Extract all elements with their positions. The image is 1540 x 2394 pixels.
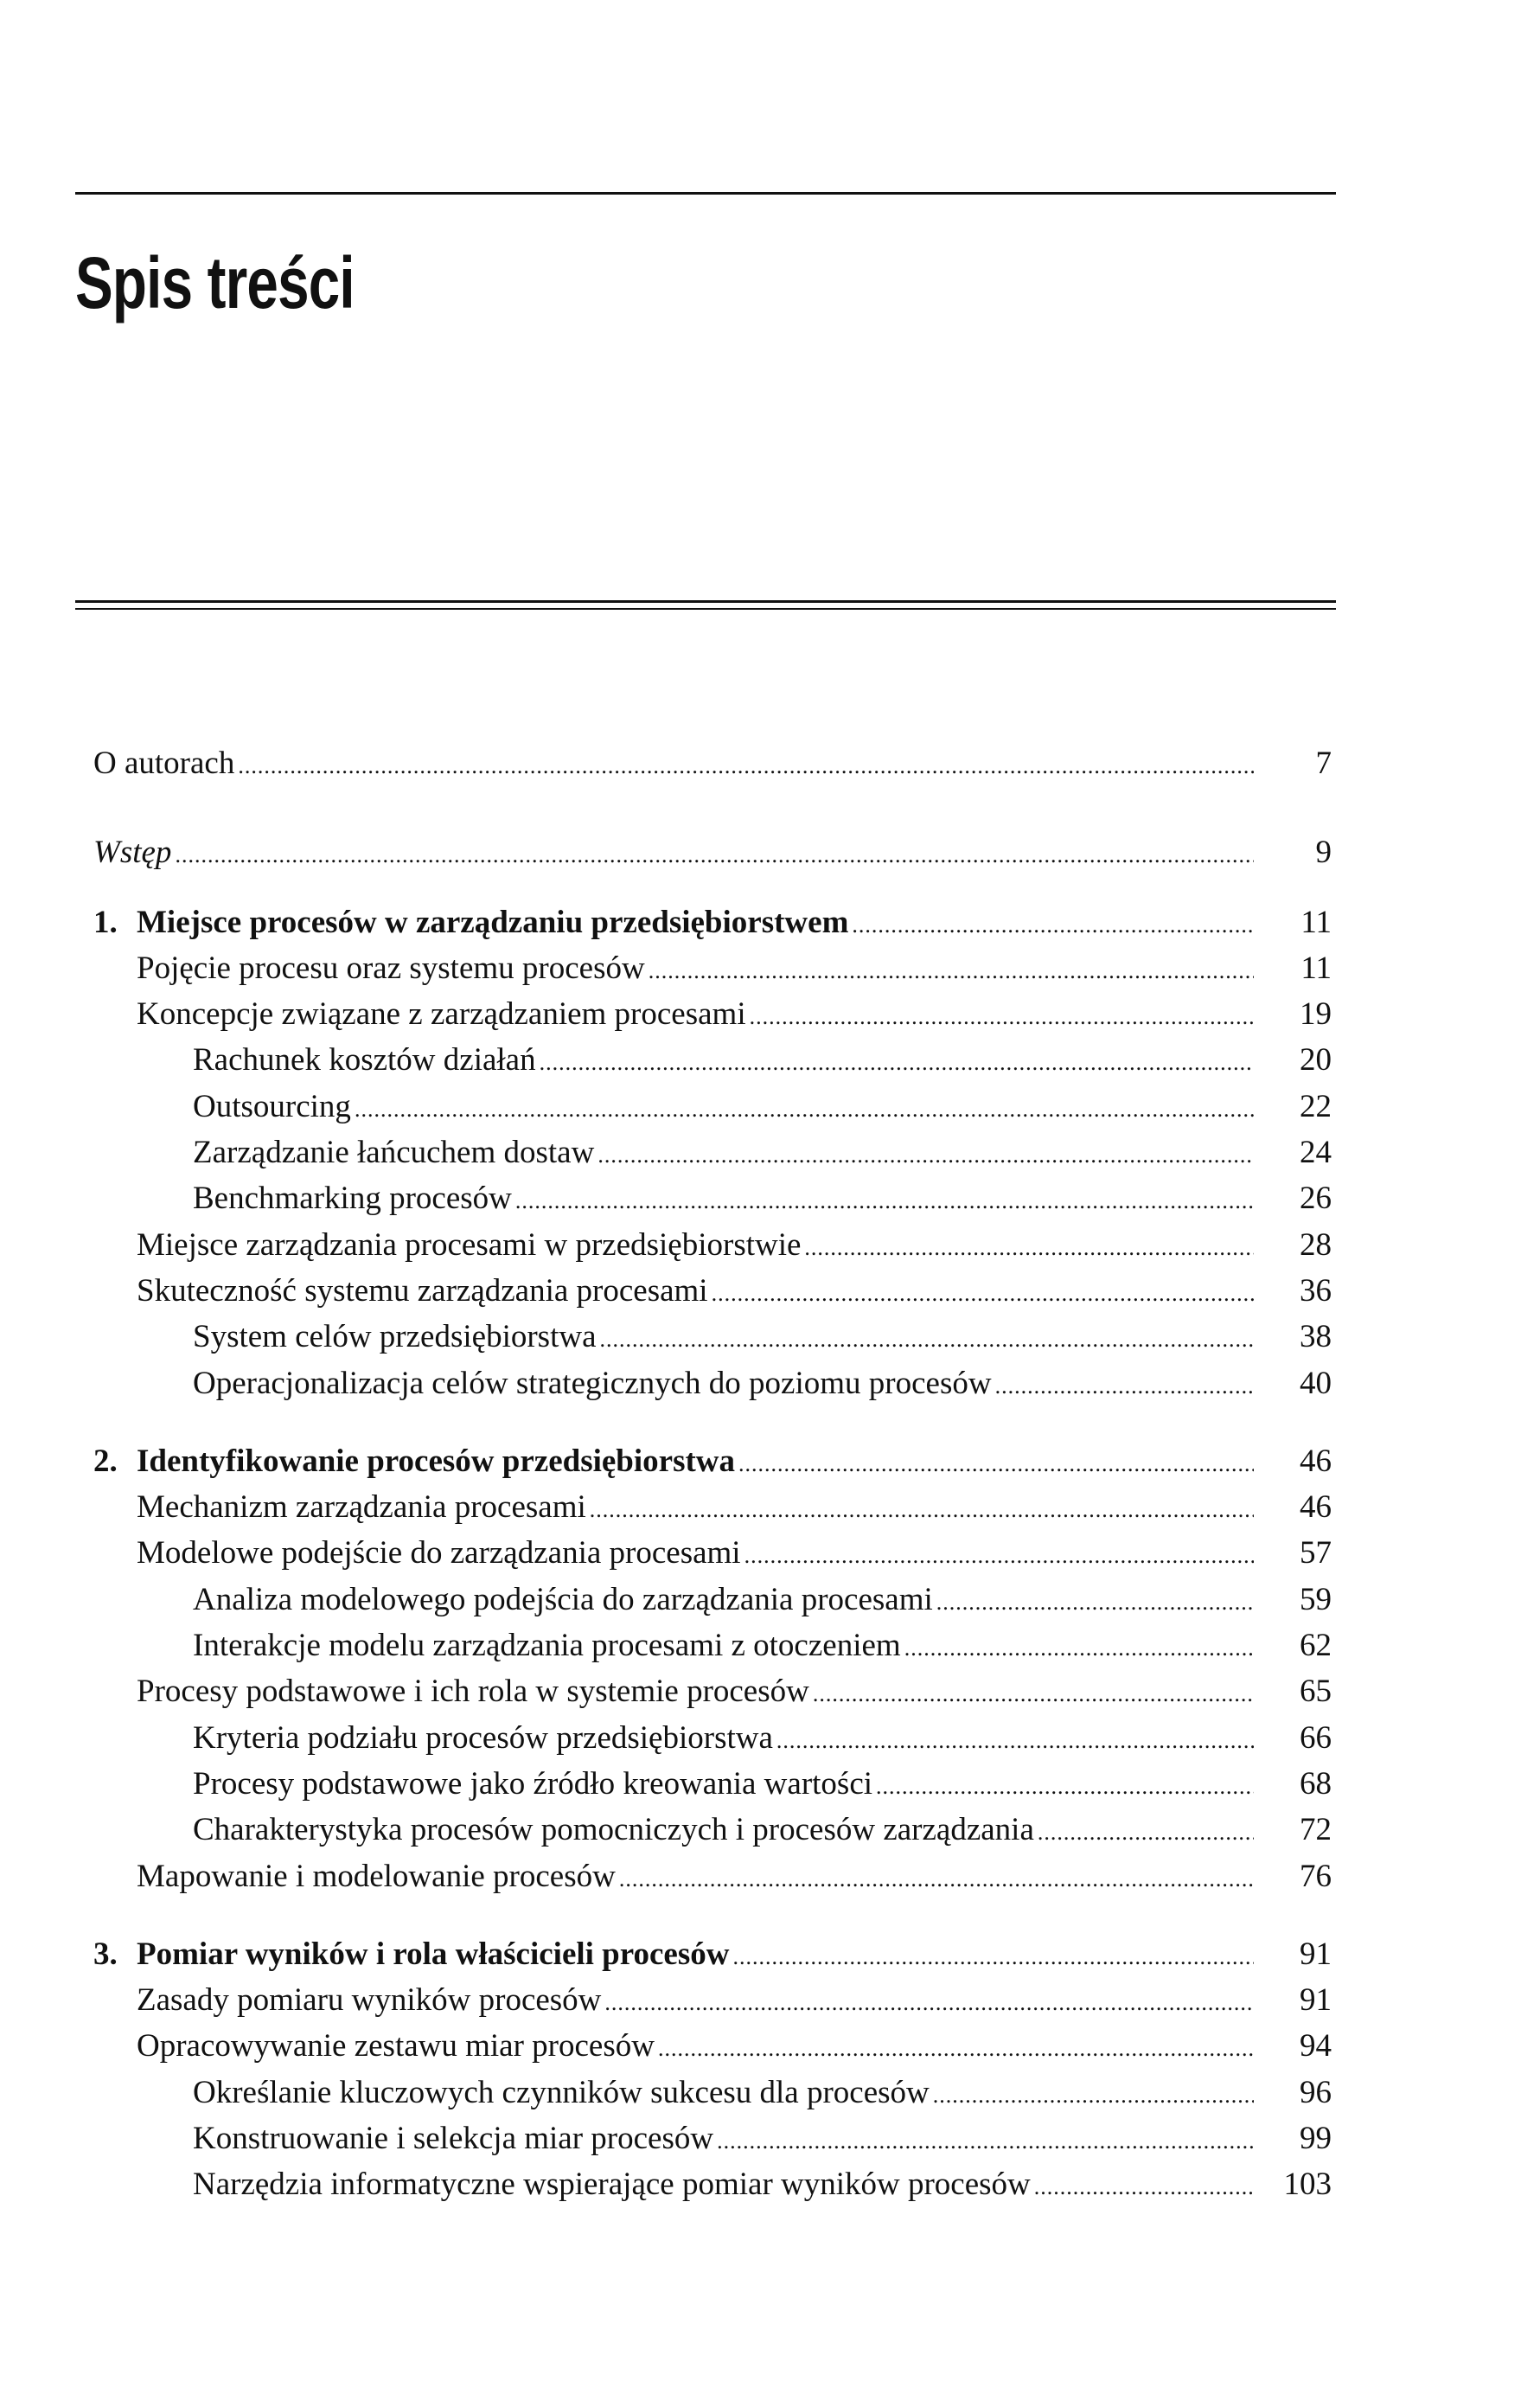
dot-leader xyxy=(852,902,1254,948)
entry-title: Koncepcje związane z zarządzaniem procesami xyxy=(137,996,746,1033)
toc-entry[interactable] xyxy=(93,1807,1332,1853)
page-number: 91 xyxy=(1300,1936,1332,1972)
dot-leader xyxy=(933,2072,1254,2118)
toc-entry[interactable] xyxy=(93,991,1332,1037)
entry-title: System celów przedsiębiorstwa xyxy=(193,1319,597,1355)
entry-title: Interakcje modelu zarządzania procesami z otoczeniem xyxy=(193,1628,901,1664)
entry-title: Zarządzanie łańcuchem dostaw xyxy=(193,1135,595,1171)
page-number: 94 xyxy=(1300,2028,1332,2064)
page-number: 57 xyxy=(1300,1535,1332,1571)
page-number: 76 xyxy=(1300,1858,1332,1894)
dot-leader xyxy=(744,1533,1254,1578)
entry-title: Procesy podstawowe jako źródło kreowania wartości xyxy=(193,1765,873,1802)
entry-title: Benchmarking procesów xyxy=(193,1181,512,1217)
page-number: 28 xyxy=(1300,1226,1332,1263)
entry-title: Procesy podstawowe i ich rola w systemie procesów xyxy=(137,1674,809,1710)
page-number: 11 xyxy=(1300,904,1332,940)
chapter-number: 1. xyxy=(93,904,118,940)
page-number: 19 xyxy=(1300,996,1332,1033)
page-number: 36 xyxy=(1300,1272,1332,1309)
double-rule-top xyxy=(75,600,1336,603)
dot-leader xyxy=(175,832,1254,878)
spacer xyxy=(93,786,1332,829)
dot-leader xyxy=(712,1271,1254,1316)
dot-leader xyxy=(904,1625,1254,1671)
dot-leader xyxy=(732,1934,1254,1980)
toc-entry[interactable] xyxy=(93,1577,1332,1623)
toc-entry[interactable] xyxy=(93,740,1332,786)
entry-title: Modelowe podejście do zarządzania procesami xyxy=(137,1535,741,1571)
entry-title: O autorach xyxy=(93,746,235,781)
page-number: 24 xyxy=(1300,1135,1332,1171)
dot-leader xyxy=(600,1316,1255,1362)
entry-title: Mapowanie i modelowanie procesów xyxy=(137,1858,616,1894)
dot-leader xyxy=(355,1086,1254,1132)
page-number: 7 xyxy=(1315,746,1332,781)
page-number: 99 xyxy=(1300,2121,1332,2157)
entry-title: Pojęcie procesu oraz systemu procesów xyxy=(137,950,645,986)
toc-entry[interactable] xyxy=(93,1084,1332,1130)
toc-entry[interactable] xyxy=(93,1222,1332,1268)
dot-leader xyxy=(619,1856,1254,1902)
toc-entry[interactable] xyxy=(93,1853,1332,1899)
page-number: 11 xyxy=(1300,950,1332,986)
page-number: 9 xyxy=(1315,835,1332,871)
page-number: 68 xyxy=(1300,1765,1332,1802)
dot-leader xyxy=(238,743,1254,789)
entry-title: Miejsce zarządzania procesami w przedsiębiorstwie xyxy=(137,1226,802,1263)
dot-leader xyxy=(540,1040,1254,1085)
page-number: 20 xyxy=(1300,1042,1332,1079)
entry-title: Identyfikowanie procesów przedsiębiorstwa xyxy=(137,1443,736,1479)
double-rule-bottom xyxy=(75,608,1336,610)
page-number: 59 xyxy=(1300,1581,1332,1617)
table-of-contents xyxy=(93,740,1332,2208)
entry-title: Outsourcing xyxy=(193,1088,351,1124)
entry-title: Operacjonalizacja celów strategicznych do poziomu procesów xyxy=(193,1365,992,1401)
page-number: 40 xyxy=(1300,1365,1332,1401)
toc-entry[interactable] xyxy=(93,1761,1332,1807)
dot-leader xyxy=(515,1178,1254,1224)
entry-title: Miejsce procesów w zarządzaniu przedsiębiorstwem xyxy=(137,904,849,940)
dot-leader xyxy=(649,948,1254,994)
page-number: 66 xyxy=(1300,1719,1332,1756)
page-title: Spis treści xyxy=(75,242,355,323)
top-rule xyxy=(75,192,1336,195)
page-number: 46 xyxy=(1300,1443,1332,1479)
toc-entry[interactable] xyxy=(93,2070,1332,2116)
dot-leader xyxy=(738,1441,1254,1487)
entry-title: Konstruowanie i selekcja miar procesów xyxy=(193,2121,714,2157)
page-number: 22 xyxy=(1300,1088,1332,1124)
toc-entry[interactable] xyxy=(93,1130,1332,1175)
entry-title: Narzędzia informatyczne wspierające pomiar wyników procesów xyxy=(193,2167,1031,2203)
entry-title: Zasady pomiaru wyników procesów xyxy=(137,1982,602,2019)
page-number: 46 xyxy=(1300,1489,1332,1526)
dot-leader xyxy=(804,1225,1254,1271)
entry-title: Kryteria podziału procesów przedsiębiorstwa xyxy=(193,1719,773,1756)
toc-entry[interactable] xyxy=(93,1314,1332,1360)
dot-leader xyxy=(776,1718,1254,1763)
toc-entry[interactable] xyxy=(93,1484,1332,1530)
toc-entry[interactable] xyxy=(93,1931,1332,1977)
entry-title: Pomiar wyników i rola właścicieli procesów xyxy=(137,1936,730,1972)
page-number: 65 xyxy=(1300,1674,1332,1710)
entry-title: Opracowywanie zestawu miar procesów xyxy=(137,2028,655,2064)
entry-title: Rachunek kosztów działań xyxy=(193,1042,536,1079)
page-number: 26 xyxy=(1300,1181,1332,1217)
entry-title: Skuteczność systemu zarządzania procesami xyxy=(137,1272,708,1309)
entry-title: Analiza modelowego podejścia do zarządzania procesami xyxy=(193,1581,933,1617)
page-number: 72 xyxy=(1300,1812,1332,1848)
page-number: 62 xyxy=(1300,1628,1332,1664)
toc-entry[interactable] xyxy=(93,1175,1332,1221)
dot-leader xyxy=(750,994,1254,1040)
spacer xyxy=(93,1406,1332,1438)
entry-title: Charakterystyka procesów pomocniczych i procesów zarządzania xyxy=(193,1812,1034,1848)
toc-entry[interactable] xyxy=(93,2023,1332,2069)
toc-entry[interactable] xyxy=(93,1268,1332,1314)
toc-entry[interactable] xyxy=(93,1715,1332,1761)
toc-entry[interactable] xyxy=(93,1668,1332,1714)
spacer xyxy=(93,1899,1332,1931)
page-number: 91 xyxy=(1300,1982,1332,2019)
page-number: 38 xyxy=(1300,1319,1332,1355)
dot-leader xyxy=(597,1132,1254,1178)
toc-entry[interactable] xyxy=(93,1623,1332,1668)
dot-leader xyxy=(590,1487,1254,1533)
toc-entry[interactable] xyxy=(93,2116,1332,2161)
toc-entry[interactable] xyxy=(93,1977,1332,2023)
entry-title: Określanie kluczowych czynników sukcesu dla procesów xyxy=(193,2074,930,2110)
dot-leader xyxy=(936,1579,1254,1625)
page-number: 103 xyxy=(1283,2167,1332,2203)
toc-entry[interactable] xyxy=(93,829,1332,875)
spacer xyxy=(93,876,1332,899)
dot-leader xyxy=(995,1363,1254,1409)
page-number: 96 xyxy=(1300,2074,1332,2110)
dot-leader xyxy=(1038,1809,1254,1855)
toc-entry[interactable] xyxy=(93,1037,1332,1083)
toc-entry[interactable] xyxy=(93,945,1332,991)
dot-leader xyxy=(813,1671,1254,1717)
dot-leader xyxy=(604,1980,1254,2026)
toc-entry[interactable] xyxy=(93,1360,1332,1406)
dot-leader xyxy=(876,1763,1254,1809)
toc-entry[interactable] xyxy=(93,2161,1332,2207)
chapter-number: 3. xyxy=(93,1936,118,1972)
dot-leader xyxy=(717,2118,1254,2164)
dot-leader xyxy=(1034,2164,1254,2210)
entry-title: Mechanizm zarządzania procesami xyxy=(137,1489,586,1526)
toc-entry[interactable] xyxy=(93,899,1332,945)
toc-entry[interactable] xyxy=(93,1438,1332,1484)
toc-entry[interactable] xyxy=(93,1530,1332,1576)
dot-leader xyxy=(658,2026,1254,2071)
chapter-number: 2. xyxy=(93,1443,118,1479)
entry-title: Wstęp xyxy=(93,835,172,871)
